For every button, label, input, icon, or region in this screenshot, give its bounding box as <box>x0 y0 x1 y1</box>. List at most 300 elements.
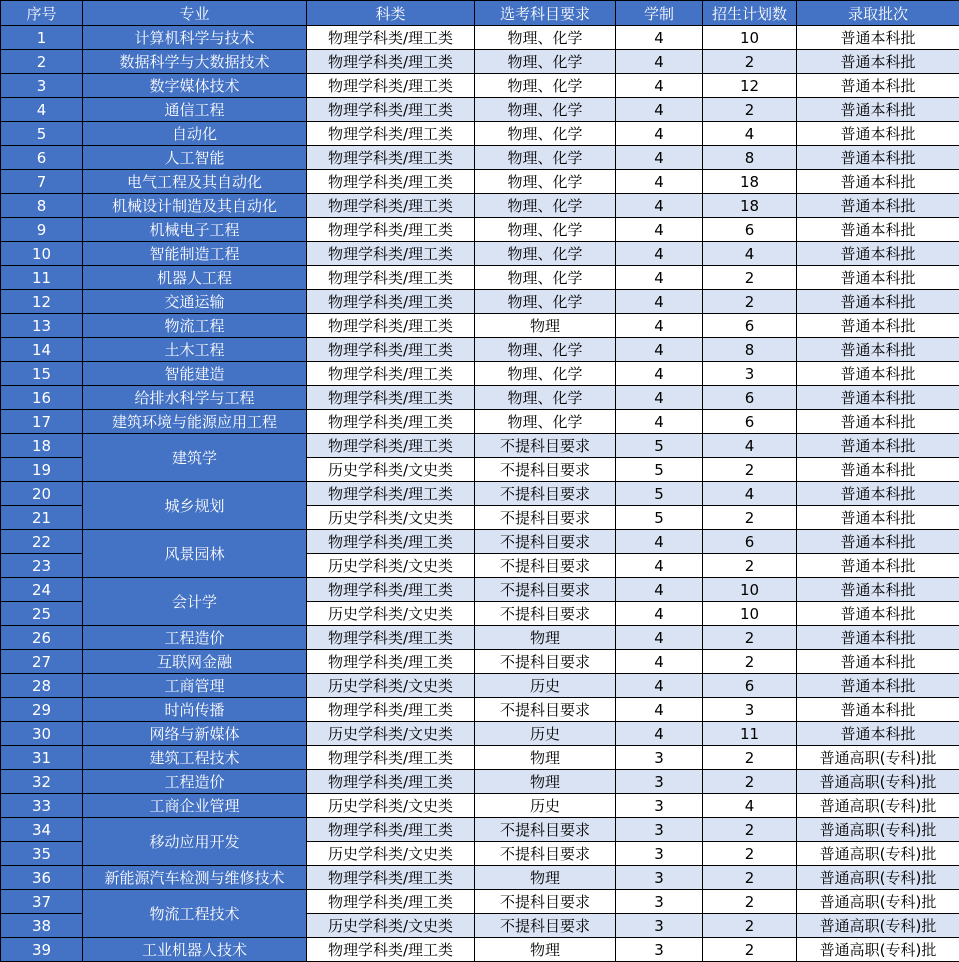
admission-batch-cell: 普通本科批 <box>797 146 959 170</box>
admission-batch-cell: 普通本科批 <box>797 554 959 578</box>
enrollment-plan-cell: 11 <box>703 722 797 746</box>
major-cell: 移动应用开发 <box>83 818 307 866</box>
subject-requirement-cell: 物理、化学 <box>475 146 616 170</box>
category-cell: 历史学科类/文史类 <box>307 722 475 746</box>
duration-cell: 4 <box>616 74 703 98</box>
category-cell: 物理学科类/理工类 <box>307 482 475 506</box>
index-cell: 1 <box>1 26 83 50</box>
admission-batch-cell: 普通高职(专科)批 <box>797 890 959 914</box>
header-cell-duration: 学制 <box>616 1 703 26</box>
duration-cell: 4 <box>616 722 703 746</box>
admission-batch-cell: 普通本科批 <box>797 698 959 722</box>
table-row <box>1 578 959 602</box>
enrollment-plan-cell: 6 <box>703 674 797 698</box>
admission-batch-cell: 普通本科批 <box>797 506 959 530</box>
subject-requirement-cell: 物理、化学 <box>475 194 616 218</box>
index-cell: 39 <box>1 938 83 962</box>
duration-cell: 3 <box>616 794 703 818</box>
index-cell: 10 <box>1 242 83 266</box>
index-cell: 14 <box>1 338 83 362</box>
admission-batch-cell: 普通高职(专科)批 <box>797 746 959 770</box>
admission-batch-cell: 普通本科批 <box>797 458 959 482</box>
enrollment-plan-cell: 2 <box>703 506 797 530</box>
major-cell: 工程造价 <box>83 770 307 794</box>
category-cell: 历史学科类/文史类 <box>307 794 475 818</box>
admission-batch-cell: 普通本科批 <box>797 386 959 410</box>
subject-requirement-cell: 物理、化学 <box>475 50 616 74</box>
table-row <box>1 146 959 170</box>
enrollment-plan-cell: 4 <box>703 434 797 458</box>
category-cell: 物理学科类/理工类 <box>307 386 475 410</box>
major-cell: 建筑学 <box>83 434 307 482</box>
duration-cell: 4 <box>616 674 703 698</box>
duration-cell: 4 <box>616 26 703 50</box>
subject-requirement-cell: 不提科目要求 <box>475 530 616 554</box>
index-cell: 9 <box>1 218 83 242</box>
table-row <box>1 410 959 434</box>
major-cell: 工程造价 <box>83 626 307 650</box>
admission-batch-cell: 普通高职(专科)批 <box>797 938 959 962</box>
admission-batch-cell: 普通本科批 <box>797 530 959 554</box>
index-cell: 24 <box>1 578 83 602</box>
subject-requirement-cell: 历史 <box>475 674 616 698</box>
major-cell: 物流工程 <box>83 314 307 338</box>
category-cell: 物理学科类/理工类 <box>307 146 475 170</box>
index-cell: 19 <box>1 458 83 482</box>
subject-requirement-cell: 不提科目要求 <box>475 434 616 458</box>
index-cell: 30 <box>1 722 83 746</box>
header-cell-enrollment-plan: 招生计划数 <box>703 1 797 26</box>
subject-requirement-cell: 物理 <box>475 938 616 962</box>
enrollment-plan-cell: 6 <box>703 386 797 410</box>
index-cell: 38 <box>1 914 83 938</box>
table-row <box>1 242 959 266</box>
major-cell: 数据科学与大数据技术 <box>83 50 307 74</box>
table-row <box>1 362 959 386</box>
table-row <box>1 770 959 794</box>
category-cell: 物理学科类/理工类 <box>307 362 475 386</box>
major-cell: 机械电子工程 <box>83 218 307 242</box>
major-cell: 电气工程及其自动化 <box>83 170 307 194</box>
admission-batch-cell: 普通本科批 <box>797 338 959 362</box>
index-cell: 26 <box>1 626 83 650</box>
table-row <box>1 314 959 338</box>
major-cell: 互联网金融 <box>83 650 307 674</box>
table-row <box>1 98 959 122</box>
duration-cell: 4 <box>616 626 703 650</box>
index-cell: 21 <box>1 506 83 530</box>
admission-batch-cell: 普通本科批 <box>797 674 959 698</box>
index-cell: 11 <box>1 266 83 290</box>
enrollment-plan-cell: 3 <box>703 698 797 722</box>
duration-cell: 4 <box>616 290 703 314</box>
index-cell: 32 <box>1 770 83 794</box>
major-cell: 建筑环境与能源应用工程 <box>83 410 307 434</box>
subject-requirement-cell: 不提科目要求 <box>475 698 616 722</box>
category-cell: 物理学科类/理工类 <box>307 290 475 314</box>
table-row <box>1 218 959 242</box>
enrollment-plan-cell: 2 <box>703 770 797 794</box>
table-row <box>1 650 959 674</box>
category-cell: 物理学科类/理工类 <box>307 314 475 338</box>
enrollment-plan-cell: 4 <box>703 122 797 146</box>
subject-requirement-cell: 物理、化学 <box>475 26 616 50</box>
major-cell: 新能源汽车检测与维修技术 <box>83 866 307 890</box>
subject-requirement-cell: 不提科目要求 <box>475 458 616 482</box>
subject-requirement-cell: 物理、化学 <box>475 98 616 122</box>
admission-batch-cell: 普通本科批 <box>797 74 959 98</box>
category-cell: 物理学科类/理工类 <box>307 218 475 242</box>
duration-cell: 5 <box>616 458 703 482</box>
index-cell: 29 <box>1 698 83 722</box>
subject-requirement-cell: 物理 <box>475 770 616 794</box>
duration-cell: 4 <box>616 194 703 218</box>
enrollment-plan-cell: 2 <box>703 626 797 650</box>
enrollment-plan-cell: 4 <box>703 482 797 506</box>
duration-cell: 4 <box>616 338 703 362</box>
enrollment-plan-cell: 12 <box>703 74 797 98</box>
index-cell: 8 <box>1 194 83 218</box>
duration-cell: 3 <box>616 938 703 962</box>
admission-batch-cell: 普通本科批 <box>797 122 959 146</box>
table-row <box>1 290 959 314</box>
enrollment-plan-cell: 2 <box>703 938 797 962</box>
category-cell: 物理学科类/理工类 <box>307 698 475 722</box>
admission-batch-cell: 普通本科批 <box>797 602 959 626</box>
header-cell-major: 专业 <box>83 1 307 26</box>
major-cell: 会计学 <box>83 578 307 626</box>
category-cell: 物理学科类/理工类 <box>307 98 475 122</box>
category-cell: 物理学科类/理工类 <box>307 410 475 434</box>
subject-requirement-cell: 不提科目要求 <box>475 482 616 506</box>
index-cell: 18 <box>1 434 83 458</box>
admission-batch-cell: 普通本科批 <box>797 170 959 194</box>
category-cell: 物理学科类/理工类 <box>307 170 475 194</box>
duration-cell: 5 <box>616 482 703 506</box>
admission-batch-cell: 普通高职(专科)批 <box>797 866 959 890</box>
subject-requirement-cell: 物理 <box>475 314 616 338</box>
index-cell: 3 <box>1 74 83 98</box>
duration-cell: 4 <box>616 386 703 410</box>
index-cell: 28 <box>1 674 83 698</box>
table-row <box>1 482 959 506</box>
enrollment-plan-cell: 10 <box>703 578 797 602</box>
category-cell: 物理学科类/理工类 <box>307 626 475 650</box>
category-cell: 物理学科类/理工类 <box>307 530 475 554</box>
major-cell: 建筑工程技术 <box>83 746 307 770</box>
table-row <box>1 698 959 722</box>
duration-cell: 5 <box>616 506 703 530</box>
admission-batch-cell: 普通高职(专科)批 <box>797 842 959 866</box>
index-cell: 22 <box>1 530 83 554</box>
category-cell: 物理学科类/理工类 <box>307 770 475 794</box>
index-cell: 5 <box>1 122 83 146</box>
major-cell: 机械设计制造及其自动化 <box>83 194 307 218</box>
duration-cell: 4 <box>616 146 703 170</box>
header-cell-category: 科类 <box>307 1 475 26</box>
duration-cell: 4 <box>616 98 703 122</box>
subject-requirement-cell: 物理、化学 <box>475 362 616 386</box>
admission-batch-cell: 普通本科批 <box>797 26 959 50</box>
duration-cell: 3 <box>616 914 703 938</box>
duration-cell: 3 <box>616 842 703 866</box>
table-row <box>1 626 959 650</box>
enrollment-plan-cell: 4 <box>703 794 797 818</box>
subject-requirement-cell: 物理、化学 <box>475 170 616 194</box>
index-cell: 6 <box>1 146 83 170</box>
table-row <box>1 74 959 98</box>
duration-cell: 4 <box>616 650 703 674</box>
header-cell-admission-batch: 录取批次 <box>797 1 959 26</box>
category-cell: 物理学科类/理工类 <box>307 26 475 50</box>
category-cell: 物理学科类/理工类 <box>307 818 475 842</box>
duration-cell: 4 <box>616 578 703 602</box>
category-cell: 历史学科类/文史类 <box>307 602 475 626</box>
major-cell: 人工智能 <box>83 146 307 170</box>
subject-requirement-cell: 物理、化学 <box>475 74 616 98</box>
enrollment-plan-cell: 8 <box>703 146 797 170</box>
admission-batch-cell: 普通本科批 <box>797 290 959 314</box>
major-cell: 智能建造 <box>83 362 307 386</box>
duration-cell: 4 <box>616 410 703 434</box>
table-row <box>1 890 959 914</box>
admission-batch-cell: 普通高职(专科)批 <box>797 914 959 938</box>
table-row <box>1 722 959 746</box>
subject-requirement-cell: 物理 <box>475 626 616 650</box>
duration-cell: 4 <box>616 314 703 338</box>
index-cell: 33 <box>1 794 83 818</box>
major-cell: 数字媒体技术 <box>83 74 307 98</box>
category-cell: 物理学科类/理工类 <box>307 650 475 674</box>
enrollment-plan-cell: 6 <box>703 410 797 434</box>
index-cell: 13 <box>1 314 83 338</box>
category-cell: 历史学科类/文史类 <box>307 842 475 866</box>
major-cell: 土木工程 <box>83 338 307 362</box>
index-cell: 35 <box>1 842 83 866</box>
subject-requirement-cell: 物理、化学 <box>475 266 616 290</box>
major-cell: 城乡规划 <box>83 482 307 530</box>
major-cell: 机器人工程 <box>83 266 307 290</box>
admission-batch-cell: 普通本科批 <box>797 242 959 266</box>
index-cell: 23 <box>1 554 83 578</box>
enrollment-plan-cell: 2 <box>703 458 797 482</box>
enrollment-plan-cell: 10 <box>703 26 797 50</box>
enrollment-plan-cell: 8 <box>703 338 797 362</box>
subject-requirement-cell: 物理、化学 <box>475 122 616 146</box>
table-row <box>1 794 959 818</box>
enrollment-plan-cell: 2 <box>703 890 797 914</box>
header-row <box>1 1 959 26</box>
duration-cell: 3 <box>616 890 703 914</box>
major-cell: 工业机器人技术 <box>83 938 307 962</box>
index-cell: 25 <box>1 602 83 626</box>
subject-requirement-cell: 物理 <box>475 746 616 770</box>
table-row <box>1 50 959 74</box>
index-cell: 16 <box>1 386 83 410</box>
category-cell: 物理学科类/理工类 <box>307 890 475 914</box>
duration-cell: 4 <box>616 362 703 386</box>
index-cell: 4 <box>1 98 83 122</box>
subject-requirement-cell: 物理 <box>475 866 616 890</box>
major-cell: 给排水科学与工程 <box>83 386 307 410</box>
major-cell: 网络与新媒体 <box>83 722 307 746</box>
enrollment-plan-cell: 2 <box>703 746 797 770</box>
duration-cell: 4 <box>616 122 703 146</box>
admission-batch-cell: 普通本科批 <box>797 314 959 338</box>
enrollment-plan-cell: 18 <box>703 194 797 218</box>
admission-batch-cell: 普通本科批 <box>797 194 959 218</box>
enrollment-plan-cell: 2 <box>703 50 797 74</box>
enrollment-plan-cell: 2 <box>703 866 797 890</box>
enrollment-plan-cell: 2 <box>703 554 797 578</box>
admission-batch-cell: 普通本科批 <box>797 218 959 242</box>
duration-cell: 4 <box>616 554 703 578</box>
category-cell: 物理学科类/理工类 <box>307 338 475 362</box>
enrollment-plan-cell: 2 <box>703 914 797 938</box>
index-cell: 34 <box>1 818 83 842</box>
subject-requirement-cell: 不提科目要求 <box>475 650 616 674</box>
duration-cell: 4 <box>616 530 703 554</box>
subject-requirement-cell: 物理、化学 <box>475 338 616 362</box>
enrollment-plan-cell: 2 <box>703 842 797 866</box>
enrollment-plan-cell: 2 <box>703 818 797 842</box>
table-row <box>1 338 959 362</box>
duration-cell: 4 <box>616 50 703 74</box>
subject-requirement-cell: 不提科目要求 <box>475 914 616 938</box>
enrollment-plan-cell: 2 <box>703 650 797 674</box>
duration-cell: 4 <box>616 170 703 194</box>
table-row <box>1 938 959 962</box>
index-cell: 20 <box>1 482 83 506</box>
admission-batch-cell: 普通高职(专科)批 <box>797 794 959 818</box>
duration-cell: 5 <box>616 434 703 458</box>
subject-requirement-cell: 不提科目要求 <box>475 554 616 578</box>
index-cell: 15 <box>1 362 83 386</box>
subject-requirement-cell: 物理、化学 <box>475 242 616 266</box>
category-cell: 历史学科类/文史类 <box>307 554 475 578</box>
category-cell: 物理学科类/理工类 <box>307 50 475 74</box>
subject-requirement-cell: 物理、化学 <box>475 410 616 434</box>
enrollment-plan-cell: 6 <box>703 530 797 554</box>
index-cell: 31 <box>1 746 83 770</box>
table-row <box>1 26 959 50</box>
admission-batch-cell: 普通本科批 <box>797 482 959 506</box>
table-row <box>1 530 959 554</box>
table-row <box>1 674 959 698</box>
subject-requirement-cell: 不提科目要求 <box>475 578 616 602</box>
category-cell: 物理学科类/理工类 <box>307 434 475 458</box>
enrollment-plan-cell: 2 <box>703 290 797 314</box>
duration-cell: 3 <box>616 746 703 770</box>
admission-batch-cell: 普通高职(专科)批 <box>797 818 959 842</box>
table-row <box>1 866 959 890</box>
enrollment-plan-cell: 2 <box>703 98 797 122</box>
table-row <box>1 746 959 770</box>
admission-batch-cell: 普通本科批 <box>797 626 959 650</box>
major-cell: 智能制造工程 <box>83 242 307 266</box>
category-cell: 物理学科类/理工类 <box>307 938 475 962</box>
category-cell: 物理学科类/理工类 <box>307 578 475 602</box>
table-row <box>1 266 959 290</box>
duration-cell: 3 <box>616 818 703 842</box>
header-cell-index: 序号 <box>1 1 83 26</box>
table-row <box>1 170 959 194</box>
admission-batch-cell: 普通本科批 <box>797 50 959 74</box>
subject-requirement-cell: 物理、化学 <box>475 386 616 410</box>
subject-requirement-cell: 历史 <box>475 794 616 818</box>
enrollment-plan-cell: 6 <box>703 314 797 338</box>
index-cell: 7 <box>1 170 83 194</box>
category-cell: 历史学科类/文史类 <box>307 674 475 698</box>
subject-requirement-cell: 物理、化学 <box>475 218 616 242</box>
index-cell: 36 <box>1 866 83 890</box>
table-row <box>1 122 959 146</box>
major-cell: 物流工程技术 <box>83 890 307 938</box>
subject-requirement-cell: 不提科目要求 <box>475 506 616 530</box>
table-row <box>1 386 959 410</box>
category-cell: 物理学科类/理工类 <box>307 242 475 266</box>
header-cell-subject-requirement: 选考科目要求 <box>475 1 616 26</box>
admission-batch-cell: 普通本科批 <box>797 98 959 122</box>
enrollment-plan-cell: 3 <box>703 362 797 386</box>
admission-batch-cell: 普通本科批 <box>797 722 959 746</box>
major-cell: 时尚传播 <box>83 698 307 722</box>
duration-cell: 4 <box>616 698 703 722</box>
table-row <box>1 818 959 842</box>
major-cell: 工商管理 <box>83 674 307 698</box>
enrollment-plan-cell: 10 <box>703 602 797 626</box>
table-body <box>1 26 959 962</box>
admission-batch-cell: 普通高职(专科)批 <box>797 770 959 794</box>
major-cell: 工商企业管理 <box>83 794 307 818</box>
category-cell: 物理学科类/理工类 <box>307 74 475 98</box>
subject-requirement-cell: 不提科目要求 <box>475 818 616 842</box>
subject-requirement-cell: 物理、化学 <box>475 290 616 314</box>
category-cell: 历史学科类/文史类 <box>307 914 475 938</box>
table-row <box>1 194 959 218</box>
admission-batch-cell: 普通本科批 <box>797 266 959 290</box>
admission-batch-cell: 普通本科批 <box>797 578 959 602</box>
category-cell: 物理学科类/理工类 <box>307 122 475 146</box>
major-cell: 交通运输 <box>83 290 307 314</box>
category-cell: 物理学科类/理工类 <box>307 194 475 218</box>
table-row <box>1 434 959 458</box>
duration-cell: 4 <box>616 602 703 626</box>
enrollment-plan-cell: 2 <box>703 266 797 290</box>
enrollment-plan-cell: 4 <box>703 242 797 266</box>
duration-cell: 4 <box>616 218 703 242</box>
duration-cell: 3 <box>616 866 703 890</box>
index-cell: 12 <box>1 290 83 314</box>
subject-requirement-cell: 历史 <box>475 722 616 746</box>
admission-batch-cell: 普通本科批 <box>797 362 959 386</box>
duration-cell: 4 <box>616 266 703 290</box>
index-cell: 17 <box>1 410 83 434</box>
duration-cell: 3 <box>616 770 703 794</box>
index-cell: 2 <box>1 50 83 74</box>
category-cell: 物理学科类/理工类 <box>307 746 475 770</box>
index-cell: 27 <box>1 650 83 674</box>
major-cell: 通信工程 <box>83 98 307 122</box>
major-cell: 自动化 <box>83 122 307 146</box>
admission-batch-cell: 普通本科批 <box>797 434 959 458</box>
category-cell: 物理学科类/理工类 <box>307 866 475 890</box>
duration-cell: 4 <box>616 242 703 266</box>
subject-requirement-cell: 不提科目要求 <box>475 602 616 626</box>
major-cell: 计算机科学与技术 <box>83 26 307 50</box>
admission-batch-cell: 普通本科批 <box>797 650 959 674</box>
index-cell: 37 <box>1 890 83 914</box>
